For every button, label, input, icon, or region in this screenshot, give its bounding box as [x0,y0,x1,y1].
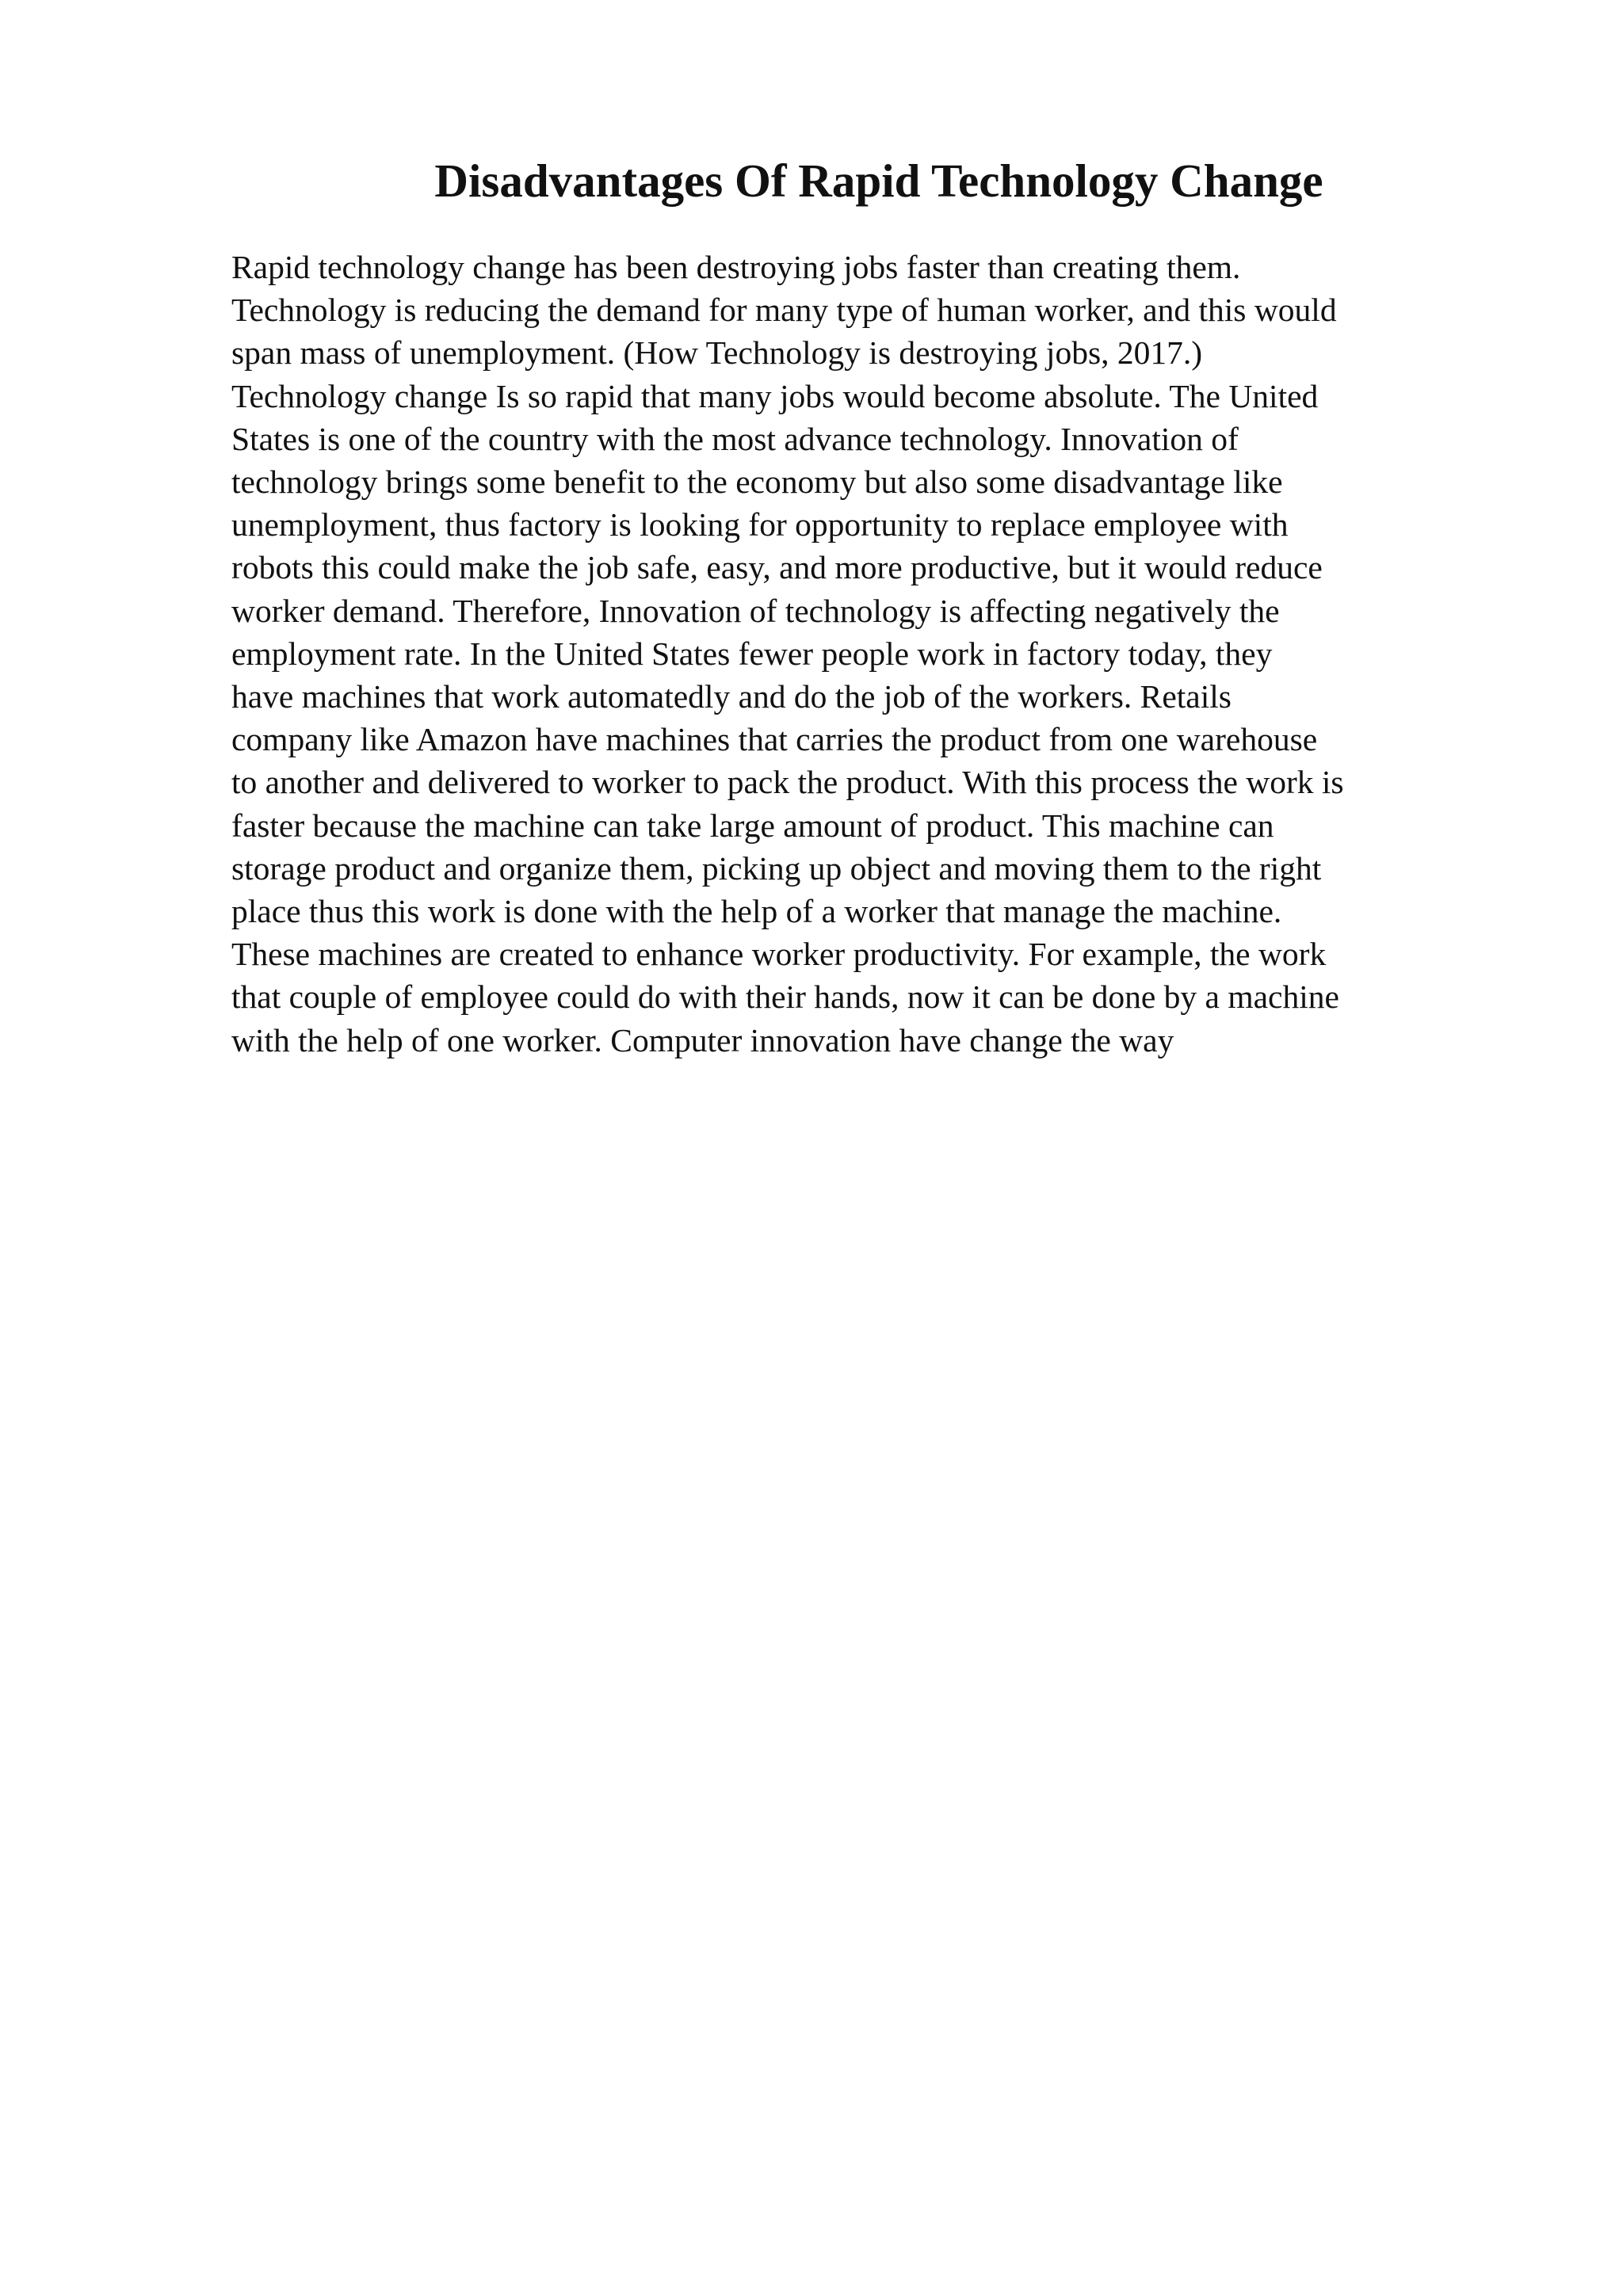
body-line: Technology is reducing the demand for many type of human worker, and this would [231,292,1337,329]
body-line: faster because the machine can take large amount of product. This machine can [231,807,1274,844]
body-line: These machines are created to enhance worker productivity. For example, the work [231,936,1327,973]
body-line: employment rate. In the United States fewer people work in factory today, they [231,635,1273,672]
document-title: Disadvantages Of Rapid Technology Change [434,154,1323,207]
body-line: that couple of employee could do with their hands, now it can be done by a machine [231,978,1339,1016]
body-line: unemployment, thus factory is looking for opportunity to replace employee with [231,506,1289,543]
body-line: Rapid technology change has been destroying jobs faster than creating them. [231,249,1241,285]
body-line: States is one of the country with the most advance technology. Innovation of [231,420,1239,457]
body-line: company like Amazon have machines that carries the product from one warehouse [231,721,1318,758]
body-line: with the help of one worker. Computer innovation have change the way [231,1021,1174,1058]
body-line: have machines that work automatedly and do the job of the workers. Retails [231,678,1232,715]
body-line: technology brings some benefit to the economy but also some disadvantage like [231,463,1283,501]
body-line: worker demand. Therefore, Innovation of technology is affecting negatively the [231,592,1280,629]
body-line: place thus this work is done with the help of a worker that manage the machine. [231,893,1282,930]
body-line: to another and delivered to worker to pack the product. With this process the work is [231,764,1344,801]
document-body [231,246,1515,1062]
body-line: storage product and organize them, picking up object and moving them to the right [231,849,1322,887]
body-line: robots this could make the job safe, easy, and more productive, but it would reduce [231,549,1323,586]
body-line: span mass of unemployment. (How Technology is destroying jobs, 2017.) [231,334,1203,372]
body-line: Technology change Is so rapid that many jobs would become absolute. The United [231,377,1319,414]
